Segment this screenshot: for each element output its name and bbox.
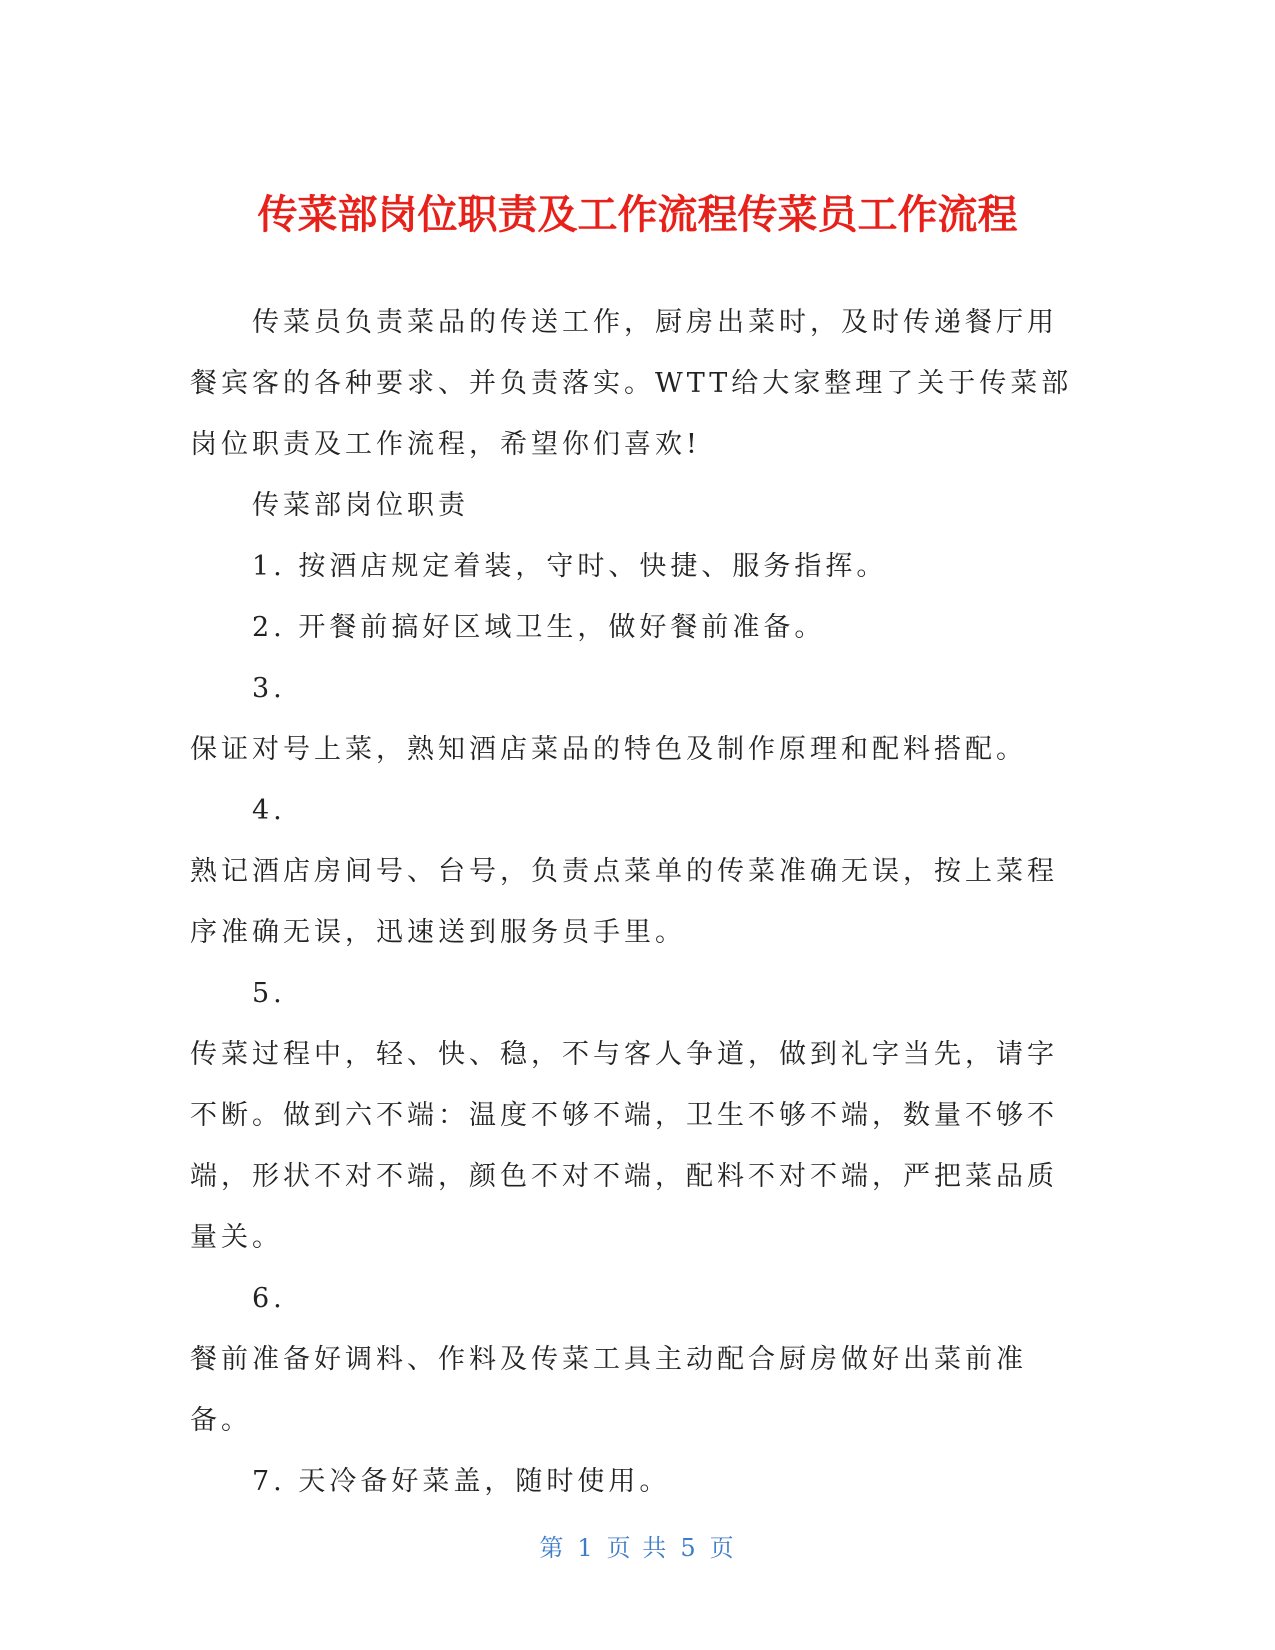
list-item-7: 7. 天冷备好菜盖，随时使用。	[252, 1466, 671, 1497]
list-item-2: 2. 开餐前搞好区域卫生，做好餐前准备。	[252, 612, 826, 643]
intro-paragraph: 传菜员负责菜品的传送工作，厨房出菜时，及时传递餐厅用餐宾客的各种要求、并负责落实。WTT给大家整理了关于传菜部岗位职责及工作流程，希望你们喜欢!	[190, 307, 1073, 460]
footer-prefix: 第	[539, 1534, 566, 1562]
footer-page-number: 1	[577, 1534, 595, 1562]
footer-suffix: 页	[709, 1534, 736, 1562]
list-item-4-number: 4.	[252, 795, 286, 826]
list-item-6-text: 餐前准备好调料、作料及传菜工具主动配合厨房做好出菜前准备。	[190, 1344, 1027, 1436]
footer-middle: 页 共	[606, 1534, 669, 1562]
page-footer	[0, 1533, 1275, 1563]
document-title: 传菜部岗位职责及工作流程传菜员工作流程	[257, 191, 1018, 238]
list-item-3-number: 3.	[252, 673, 286, 704]
list-item-4-text: 熟记酒店房间号、台号，负责点菜单的传菜准确无误，按上菜程序准确无误，迅速送到服务员手里。	[190, 856, 1058, 948]
section-heading: 传菜部岗位职责	[252, 490, 469, 521]
document-body	[190, 292, 1080, 1512]
list-item-6-number: 6.	[252, 1283, 286, 1314]
list-item-1: 1. 按酒店规定着装，守时、快捷、服务指挥。	[252, 551, 888, 582]
list-item-5-number: 5.	[252, 978, 286, 1009]
footer-total-pages: 5	[680, 1534, 698, 1562]
list-item-5-text: 传菜过程中，轻、快、稳，不与客人争道，做到礼字当先，请字不断。做到六不端：温度不够不端，卫生不够不端，数量不够不端，形状不对不端，颜色不对不端，配料不对不端，严把菜品质量关。	[190, 1039, 1058, 1253]
list-item-3-text: 保证对号上菜，熟知酒店菜品的特色及制作原理和配料搭配。	[190, 734, 1027, 765]
